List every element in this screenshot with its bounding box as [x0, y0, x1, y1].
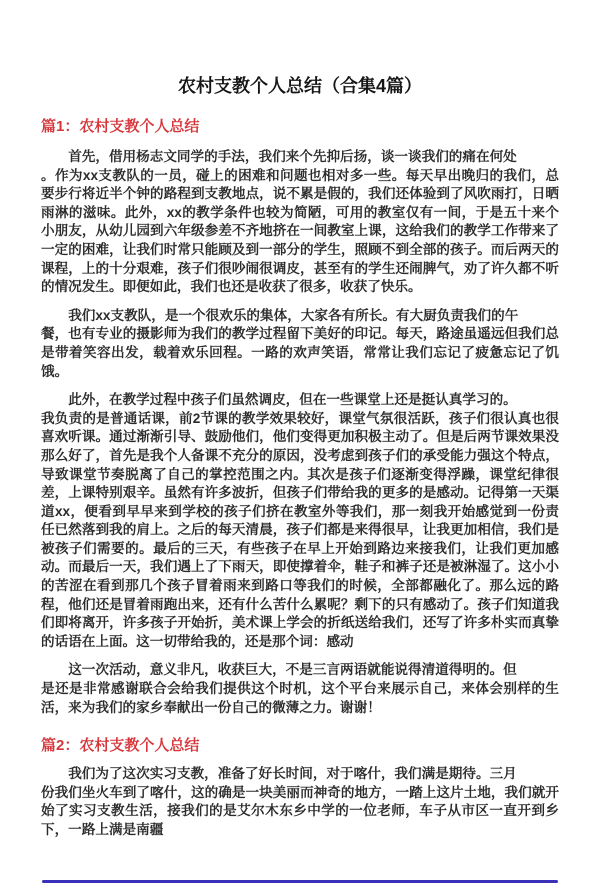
section-1-paragraph-1	[41, 148, 559, 297]
section-2-paragraph-1	[41, 765, 559, 839]
paragraph-lead-line: 首先，借用杨志文同学的手法，我们来个先抑后扬，谈一谈我们的痛在何处	[68, 149, 517, 164]
paragraph-lead-line: 我们xx支教队，是一个很欢乐的集体，大家各有所长。有大厨负责我们的午	[68, 307, 519, 323]
paragraph-lead-line: 这一次活动，意义非凡，收获巨大，不是三言两语就能说得清道得明的。但	[68, 662, 517, 678]
paragraph-body: 份我们坐火车到了喀什，这的确是一块美丽而神奇的地方，一踏上这片土地，我们就开始了实习支教生活，接我们的是艾尔木东乡中学的一位老师，车子从市区一直开到乡下，一路上满是南疆	[41, 784, 559, 837]
paragraph-lead-line: 此外，在教学过程中孩子们虽然调皮，但在一些课堂上还是挺认真学习的。	[68, 392, 517, 408]
paragraph-lead-line: 我们为了这次实习支教，准备了好长时间，对于喀什，我们满是期待。三月	[68, 766, 517, 782]
section-1-paragraph-4	[41, 661, 559, 717]
paragraph-body: 。作为xx支教队的一员，碰上的困难和问题也相对多一些。每天早出晚归的我们，总要步行将近半个钟的路程到支教地点，说不累是假的，我们还体验到了风吹雨打，日晒雨淋的滋味。此外，xx的教学条件也较为简陋，可用的教室仅有一间，于是五十来个小朋友，从幼儿园到六年级参差不齐地挤在一间教室上课，这给我们的教学工作带来了一定的困难，让我们时常只能顾及到一部分的学生，照顾不到全部的孩子。而后两天的课程，上的十分艰难，孩子们很吵闹很调皮，甚至有的学生还闹脾气，劝了许久都不听的情况发生。即便如此，我们也还是收获了很多，收获了快乐。	[41, 167, 559, 295]
section-1-paragraph-2	[41, 307, 559, 381]
section-1-heading: 篇1：农村支教个人总结	[41, 118, 200, 135]
paragraph-body: 我负责的是普通话课，前2节课的教学效果较好，课堂气氛很活跃，孩子们很认真也很喜欢听课。通过渐渐引导、鼓励他们，他们变得更加积极主动了。但是后两节课效果没那么好了，首先是我个人备课不充分的原因，没考虑到孩子们的承受能力强这个特点，导致课堂节奏脱离了自己的掌控范围之内。其次是孩子们逐渐变得浮躁，课堂纪律很差，上课特别艰辛。虽然有许多波折，但孩子们带给我的更多的是感动。记得第一天渠道xx，便看到早早来到学校的孩子们挤在教室外等我们，那一刻我开始感觉到一份责任已然落到我的肩上。之后的每天清晨，孩子们都是来得很早，让我更加相信，我们是被孩子们需要的。最后的三天，有些孩子在早上开始到路边来接我们，让我们更加感动。而最后一天，我们遇上了下雨天，即使撑着伞，鞋子和裤子还是被淋湿了。这小小的苦涩在看到那几个孩子冒着雨来到路口等我们的时候，全部都融化了。那么远的路程，他们还是冒着雨跑出来，还有什么苦什么累呢？剩下的只有感动了。孩子们知道我们即将离开，许多孩子开始折，美术课上学会的折纸送给我们，还写了许多朴实而真挚的话语在上面。这一切带给我的，还是那个词：感动	[41, 410, 559, 649]
paragraph-body: 是还是非常感谢联合会给我们提供这个时机，这个平台来展示自己，来体会别样的生活，来为我们的家乡奉献出一份自己的微薄之力。谢谢！	[41, 681, 559, 715]
paragraph-body: 餐，也有专业的摄影师为我们的教学过程留下美好的印记。每天，路途虽遥远但我们总是带着笑容出发，载着欢乐回程。一路的欢声笑语，常常让我们忘记了疲惫忘记了饥饿。	[41, 326, 559, 379]
document-title: 农村支教个人总结（合集4篇）	[177, 76, 422, 96]
section-2-heading: 篇2：农村支教个人总结	[41, 737, 200, 755]
bottom-divider-line	[42, 880, 558, 883]
section-1-paragraph-3	[41, 391, 559, 651]
